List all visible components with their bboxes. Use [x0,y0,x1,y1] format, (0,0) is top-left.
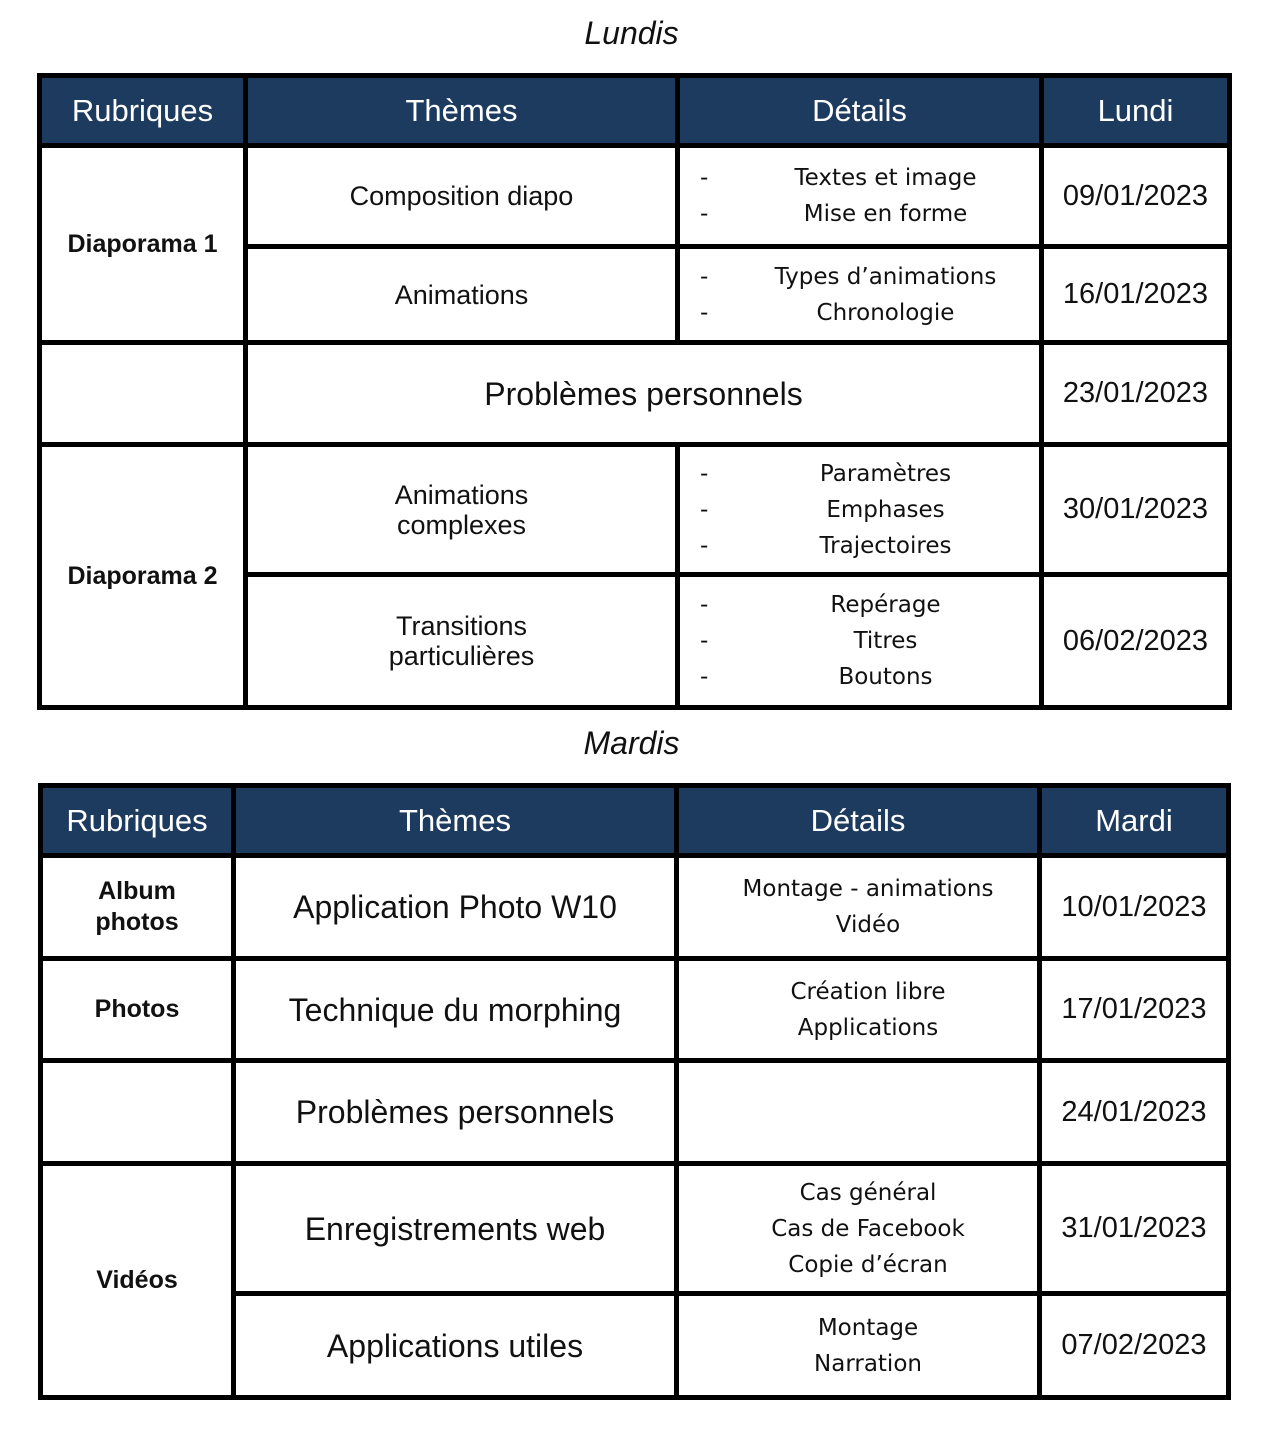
table-row [40,146,1230,247]
theme-line: Transitions [395,611,528,641]
date-cell: 06/02/2023 [1042,575,1230,708]
header-details: Détails [678,76,1042,146]
list-item: - Mise en forme [700,201,968,227]
list-item: Montage - animations [742,876,994,902]
header-themes: Thèmes [234,786,677,856]
theme-line: Animations [394,479,529,510]
theme-cell: Composition diapo [246,146,678,247]
rubrique-cell: Vidéos [41,1164,234,1398]
header-themes: Thèmes [246,76,678,146]
details-cell [678,247,1042,343]
theme-cell: Enregistrements web [234,1164,677,1294]
list-item: Cas de Facebook [771,1215,965,1242]
theme-cell: Problèmes personnels [246,343,1042,445]
list-item: Cas général [799,1179,937,1206]
table-row [41,856,1229,959]
mardis-table [38,783,1231,1400]
list-item: - Repérage [700,592,941,618]
list-item: Création libre [790,978,946,1005]
list-item: Narration [814,1350,922,1377]
theme-line: particulières [388,641,535,671]
details-cell [677,1164,1040,1294]
table-row [41,1164,1229,1294]
lundis-table [37,73,1232,710]
lundis-header-row [40,76,1230,146]
date-cell: 31/01/2023 [1040,1164,1229,1294]
empty-details-cell [677,1061,1040,1164]
list-item: - Chronologie [700,299,955,326]
header-rubriques: Rubriques [40,76,246,146]
theme-cell: Applications utiles [234,1294,677,1398]
date-cell: 07/02/2023 [1040,1294,1229,1398]
theme-line: complexes [396,509,527,540]
theme-cell: Application Photo W10 [234,856,677,959]
list-item: Vidéo [835,912,901,938]
list-item: - Types d’animations [700,263,997,290]
table-row [41,959,1229,1061]
list-item: - Paramètres [700,460,952,487]
date-cell: 24/01/2023 [1040,1061,1229,1164]
theme-cell: Animations [246,247,678,343]
date-cell: 09/01/2023 [1042,146,1230,247]
date-cell: 10/01/2023 [1040,856,1229,959]
details-cell [678,146,1042,247]
header-details: Détails [677,786,1040,856]
date-cell: 16/01/2023 [1042,247,1230,343]
details-cell [677,856,1040,959]
rubrique-line: photos [95,908,179,936]
mardis-title: Mardis [583,725,680,761]
list-item: Copie d’écran [788,1251,948,1278]
list-item: - Titres [700,628,918,654]
list-item: - Textes et image [700,165,977,191]
rubrique-cell: Photos [41,959,234,1061]
details-cell [677,959,1040,1061]
rubrique-line: Album [98,877,176,905]
lundis-title: Lundis [584,15,679,51]
table-row [40,343,1230,445]
theme-cell: Technique du morphing [234,959,677,1061]
list-item: - Emphases [700,496,945,523]
list-item: - Trajectoires [700,532,952,559]
date-cell: 30/01/2023 [1042,445,1230,575]
mardis-header-row [41,786,1229,856]
theme-cell [246,445,678,575]
theme-cell: Problèmes personnels [234,1061,677,1164]
details-cell [677,1294,1040,1398]
list-item: Montage [817,1314,919,1341]
list-item: Applications [797,1014,939,1041]
header-day: Mardi [1040,786,1229,856]
list-item: - Boutons [700,664,933,690]
rubrique-cell: Diaporama 1 [40,146,246,343]
empty-rubrique-cell [41,1061,234,1164]
rubrique-cell [41,856,234,959]
date-cell: 17/01/2023 [1040,959,1229,1061]
date-cell: 23/01/2023 [1042,343,1230,445]
table-row [41,1061,1229,1164]
details-cell [678,575,1042,708]
theme-cell [246,575,678,708]
table-row [40,445,1230,575]
details-cell [678,445,1042,575]
rubrique-cell: Diaporama 2 [40,445,246,708]
empty-rubrique-cell [40,343,246,445]
header-day: Lundi [1042,76,1230,146]
header-rubriques: Rubriques [41,786,234,856]
